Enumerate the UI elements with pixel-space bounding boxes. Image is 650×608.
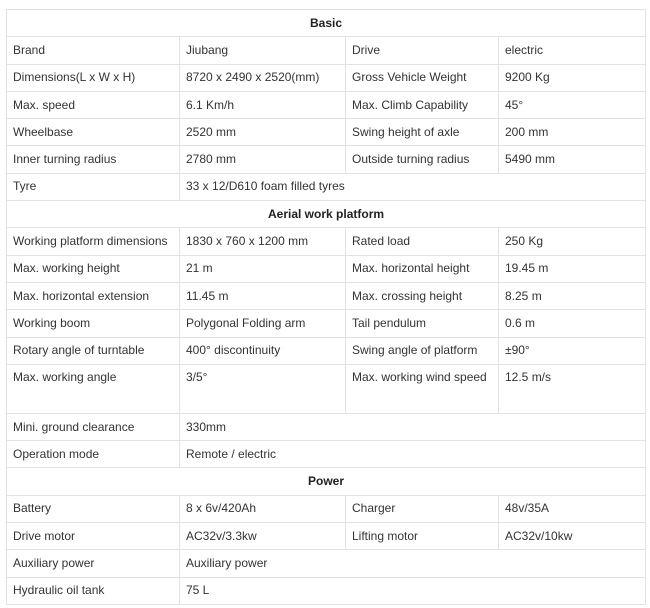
table-row — [7, 255, 646, 282]
table-row — [7, 228, 646, 255]
spec-value: 8720 x 2490 x 2520(mm) — [180, 64, 346, 91]
spec-value: 250 Kg — [499, 228, 646, 255]
spec-label: Rated load — [346, 228, 499, 255]
spec-label: Battery — [7, 495, 180, 522]
table-row — [7, 577, 646, 604]
spec-value: 8.25 m — [499, 282, 646, 309]
spec-label: Outside turning radius — [346, 146, 499, 173]
spec-value: 12.5 m/s — [499, 364, 646, 413]
spec-label: Max. horizontal extension — [7, 282, 180, 309]
spec-value: Remote / electric — [180, 441, 646, 468]
table-row — [7, 37, 646, 64]
table-row — [7, 64, 646, 91]
spec-label: Max. working height — [7, 255, 180, 282]
spec-label: Dimensions(L x W x H) — [7, 64, 180, 91]
spec-value: 19.45 m — [499, 255, 646, 282]
spec-value: 0.6 m — [499, 310, 646, 337]
spec-label: Max. working wind speed — [346, 364, 499, 413]
spec-label: Tail pendulum — [346, 310, 499, 337]
spec-label: Gross Vehicle Weight — [346, 64, 499, 91]
spec-label: Max. horizontal height — [346, 255, 499, 282]
table-row — [7, 119, 646, 146]
section-header-row — [7, 201, 646, 228]
table-row — [7, 91, 646, 118]
table-row — [7, 523, 646, 550]
spec-table — [6, 9, 646, 605]
section-header-row — [7, 468, 646, 495]
spec-label: Wheelbase — [7, 119, 180, 146]
spec-label: Swing angle of platform — [346, 337, 499, 364]
spec-value: AC32v/10kw — [499, 523, 646, 550]
spec-value: 48v/35A — [499, 495, 646, 522]
spec-label: Max. speed — [7, 91, 180, 118]
spec-label: Lifting motor — [346, 523, 499, 550]
spec-label: Drive — [346, 37, 499, 64]
spec-value: 75 L — [180, 577, 646, 604]
spec-value: 400° discontinuity — [180, 337, 346, 364]
spec-value: Auxiliary power — [180, 550, 646, 577]
table-row — [7, 282, 646, 309]
spec-label: Hydraulic oil tank — [7, 577, 180, 604]
spec-value: electric — [499, 37, 646, 64]
table-row — [7, 364, 646, 413]
section-title: Power — [7, 468, 646, 495]
spec-label: Max. working angle — [7, 364, 180, 413]
spec-label: Max. Climb Capability — [346, 91, 499, 118]
table-row — [7, 310, 646, 337]
spec-value: 21 m — [180, 255, 346, 282]
section-title: Aerial work platform — [7, 201, 646, 228]
spec-label: Rotary angle of turntable — [7, 337, 180, 364]
spec-value: 45° — [499, 91, 646, 118]
spec-value: 33 x 12/D610 foam filled tyres — [180, 173, 646, 200]
spec-value: ±90° — [499, 337, 646, 364]
spec-value: 11.45 m — [180, 282, 346, 309]
spec-label: Charger — [346, 495, 499, 522]
section-title: Basic — [7, 10, 646, 37]
table-row — [7, 173, 646, 200]
table-row — [7, 413, 646, 440]
spec-value: AC32v/3.3kw — [180, 523, 346, 550]
spec-label: Swing height of axle — [346, 119, 499, 146]
table-row — [7, 441, 646, 468]
spec-label: Operation mode — [7, 441, 180, 468]
spec-value: Jiubang — [180, 37, 346, 64]
spec-value: 5490 mm — [499, 146, 646, 173]
table-row — [7, 337, 646, 364]
table-row — [7, 550, 646, 577]
spec-label: Tyre — [7, 173, 180, 200]
spec-value: 330mm — [180, 413, 646, 440]
spec-label: Brand — [7, 37, 180, 64]
spec-label: Max. crossing height — [346, 282, 499, 309]
table-row — [7, 495, 646, 522]
section-header-row — [7, 10, 646, 37]
spec-value: 3/5° — [180, 364, 346, 413]
spec-label: Drive motor — [7, 523, 180, 550]
spec-value: 1830 x 760 x 1200 mm — [180, 228, 346, 255]
spec-value: 9200 Kg — [499, 64, 646, 91]
spec-label: Working boom — [7, 310, 180, 337]
spec-label: Working platform dimensions — [7, 228, 180, 255]
spec-value: 200 mm — [499, 119, 646, 146]
spec-label: Auxiliary power — [7, 550, 180, 577]
spec-value: 2520 mm — [180, 119, 346, 146]
table-row — [7, 146, 646, 173]
spec-label: Inner turning radius — [7, 146, 180, 173]
spec-value: Polygonal Folding arm — [180, 310, 346, 337]
spec-label: Mini. ground clearance — [7, 413, 180, 440]
spec-value: 6.1 Km/h — [180, 91, 346, 118]
spec-value: 8 x 6v/420Ah — [180, 495, 346, 522]
spec-value: 2780 mm — [180, 146, 346, 173]
